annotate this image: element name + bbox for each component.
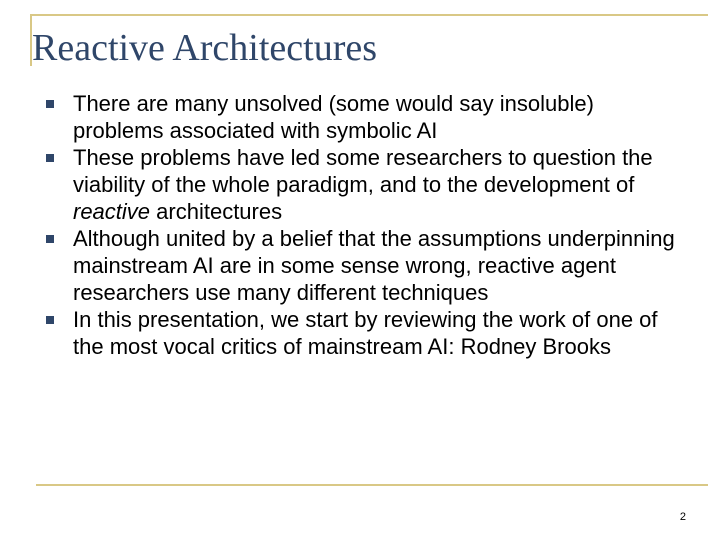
- footer-rule: [36, 484, 708, 486]
- bullet-emphasis: reactive: [73, 199, 151, 224]
- bullet-item: [46, 225, 686, 306]
- title-frame-top-rule: [30, 14, 708, 16]
- square-bullet-icon: [46, 100, 54, 108]
- square-bullet-icon: [46, 235, 54, 243]
- bullet-text-segment: These problems have led some researchers to question the viability of the whole paradigm, and to the development of: [73, 145, 653, 197]
- bullet-text: [73, 90, 686, 144]
- page-number: 2: [679, 511, 686, 523]
- square-bullet-icon: [46, 316, 54, 324]
- bullet-text-segment: Although united by a belief that the assumptions underpinning mainstream AI are in some sense wrong, reactive agent researchers use many different techniques: [73, 226, 675, 305]
- bullet-list: [46, 90, 686, 360]
- bullet-text-segment: In this presentation, we start by reviewing the work of one of the most vocal critics of mainstream AI: Rodney Brooks: [73, 307, 658, 359]
- bullet-item: [46, 144, 686, 225]
- square-bullet-icon: [46, 154, 54, 162]
- bullet-text: [73, 306, 686, 360]
- bullet-item: [46, 306, 686, 360]
- bullet-text-segment: architectures: [150, 199, 283, 224]
- bullet-text: [73, 225, 686, 306]
- bullet-text-segment: There are many unsolved (some would say insoluble) problems associated with symbolic AI: [73, 91, 594, 143]
- bullet-text: [73, 144, 686, 225]
- bullet-item: [46, 90, 686, 144]
- slide-title: Reactive Architectures: [32, 27, 378, 69]
